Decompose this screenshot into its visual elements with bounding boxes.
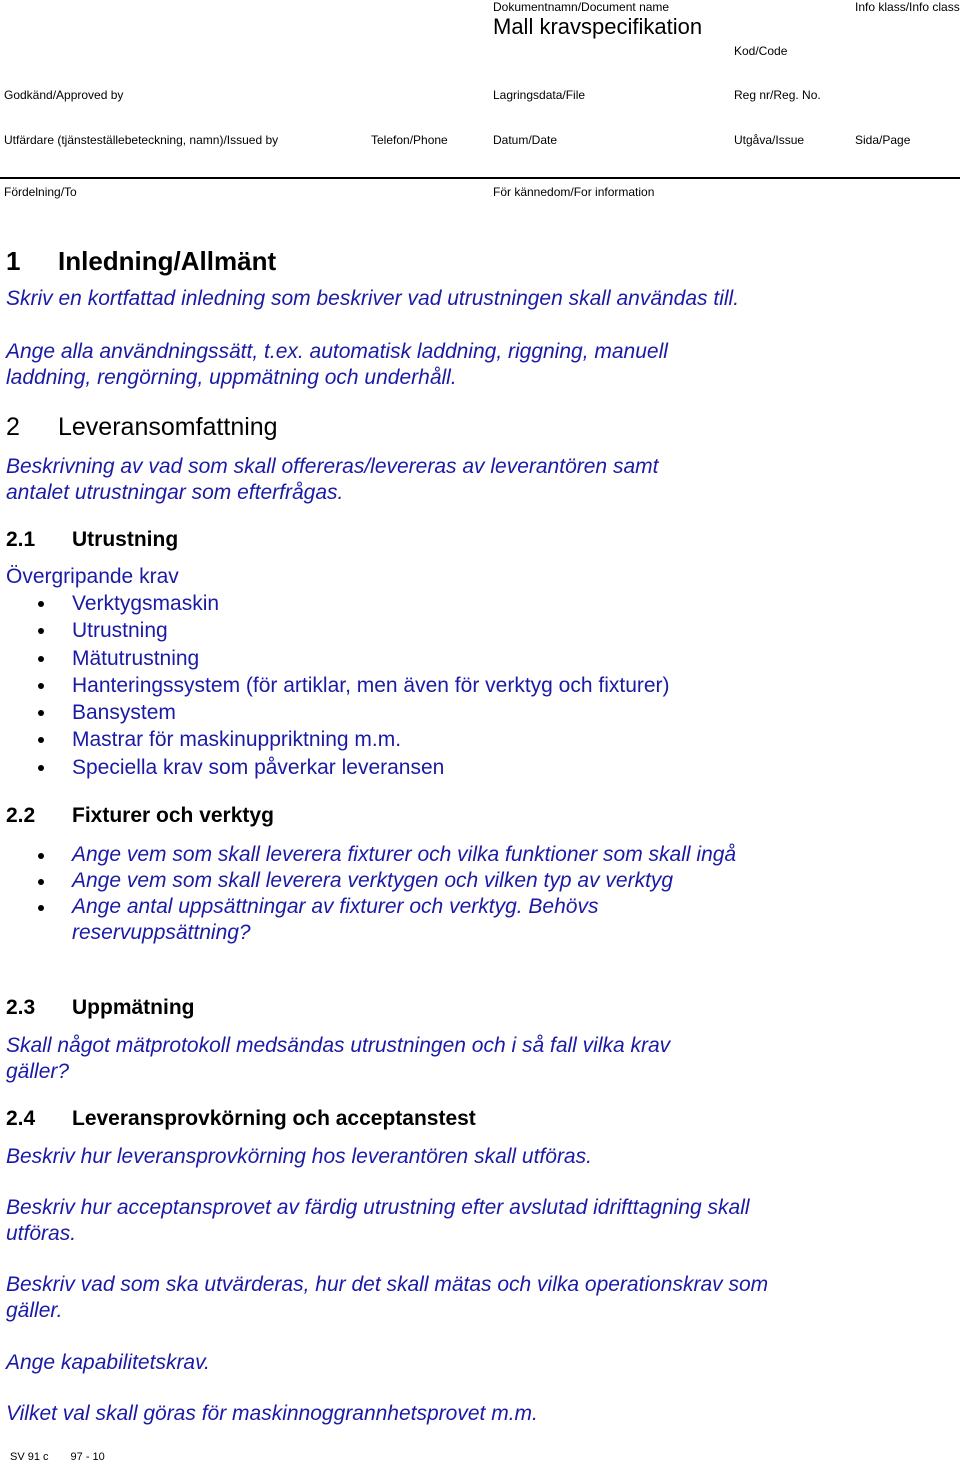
section-1-heading — [6, 246, 276, 277]
list-item: Hanteringssystem (för artiklar, men även för verktyg och fixturer) — [0, 672, 772, 699]
reg-no-label: Reg nr/Reg. No. — [734, 88, 821, 102]
section-2-paragraph: Beskrivning av vad som skall offereras/levereras av leverantören samt antalet utrustningar som efterfrågas. — [6, 455, 659, 504]
bullet-icon — [38, 737, 44, 743]
section-number: 2.4 — [6, 1107, 36, 1130]
list-item: Ange vem som skall leverera verktygen och vilken typ av verktyg — [0, 868, 772, 894]
phone-label: Telefon/Phone — [371, 133, 448, 147]
list-item: Mätutrustning — [0, 645, 772, 672]
approved-by-label: Godkänd/Approved by — [4, 88, 124, 102]
section-number: 1 — [6, 246, 21, 276]
section-2-4-paragraph-3: Beskriv vad som ska utvärderas, hur det skall mätas och vilka operationskrav som gäller. — [6, 1273, 769, 1322]
list-item: Speciella krav som påverkar leveransen — [0, 754, 772, 781]
information-label: För kännedom/For information — [493, 185, 655, 199]
section-number: 2.3 — [6, 996, 36, 1019]
issue-label: Utgåva/Issue — [734, 133, 805, 147]
section-1-paragraph-2: Ange alla användningssätt, t.ex. automatisk laddning, riggning, manuell laddning, rengörning, uppmätning och underhåll. — [6, 340, 668, 389]
section-title: Inledning/Allmänt — [58, 246, 277, 276]
section-2-1-intro: Övergripande krav — [6, 565, 179, 588]
bullet-icon — [38, 656, 44, 662]
bullet-icon — [38, 905, 44, 911]
header-divider — [0, 177, 960, 179]
form-code: SV 91 c — [10, 1451, 49, 1463]
section-1-paragraph-1: Skriv en kortfattad inledning som beskriver vad utrustningen skall användas till. — [6, 287, 740, 310]
section-2-4-paragraph-2: Beskriv hur acceptansprovet av färdig utrustning efter avslutad idrifttagning skall utföras. — [6, 1196, 750, 1245]
section-title: Leveransomfattning — [58, 413, 278, 441]
section-2-3-paragraph: Skall något mätprotokoll medsändas utrustningen och i så fall vilka krav gäller? — [6, 1034, 671, 1083]
section-2-4-paragraph-1: Beskriv hur leveransprovkörning hos leverantören skall utföras. — [6, 1145, 592, 1168]
bullet-icon — [38, 765, 44, 771]
section-2-heading — [6, 413, 278, 442]
bullet-icon — [38, 601, 44, 607]
doc-name-label: Dokumentnamn/Document name — [493, 0, 670, 14]
section-title: Leveransprovkörning och acceptanstest — [72, 1107, 476, 1130]
info-class-label: Info klass/Info class — [855, 0, 960, 14]
bullet-icon — [38, 879, 44, 885]
form-footer — [10, 1451, 127, 1463]
bullet-icon — [38, 710, 44, 716]
issued-by-label: Utfärdare (tjänsteställebeteckning, namn)/Issued by — [4, 133, 279, 147]
date-label: Datum/Date — [493, 133, 558, 147]
section-2-2-heading — [6, 804, 274, 828]
section-number: 2 — [6, 413, 20, 441]
storage-label: Lagringsdata/File — [493, 88, 586, 102]
distribution-label: Fördelning/To — [4, 185, 77, 199]
section-number: 2.1 — [6, 528, 36, 551]
page-label: Sida/Page — [855, 133, 911, 147]
section-2-4-paragraph-5: Vilket val skall göras för maskinnoggrannhetsprovet m.m. — [6, 1402, 538, 1425]
form-date: 97 - 10 — [70, 1451, 105, 1463]
code-label: Kod/Code — [734, 44, 788, 58]
bullet-icon — [38, 628, 44, 634]
section-title: Uppmätning — [72, 996, 195, 1019]
section-2-1-list — [0, 590, 772, 781]
section-2-4-paragraph-4: Ange kapabilitetskrav. — [6, 1351, 210, 1374]
list-item: Mastrar för maskinuppriktning m.m. — [0, 726, 772, 753]
list-item: Verktygsmaskin — [0, 590, 772, 617]
list-item: Ange vem som skall leverera fixturer och vilka funktioner som skall ingå — [0, 842, 752, 868]
bullet-icon — [38, 853, 44, 859]
section-2-2-list — [0, 842, 772, 946]
document-title: Mall kravspecifikation — [493, 14, 703, 39]
section-2-3-heading — [6, 996, 194, 1020]
section-title: Utrustning — [72, 528, 179, 551]
list-item: Ange antal uppsättningar av fixturer och verktyg. Behövs reservuppsättning? — [0, 894, 672, 946]
bullet-icon — [38, 683, 44, 689]
list-item: Utrustning — [0, 617, 772, 644]
section-title: Fixturer och verktyg — [72, 804, 274, 827]
section-2-4-heading — [6, 1107, 476, 1131]
section-number: 2.2 — [6, 804, 36, 827]
list-item: Bansystem — [0, 699, 772, 726]
section-2-1-heading — [6, 528, 178, 552]
